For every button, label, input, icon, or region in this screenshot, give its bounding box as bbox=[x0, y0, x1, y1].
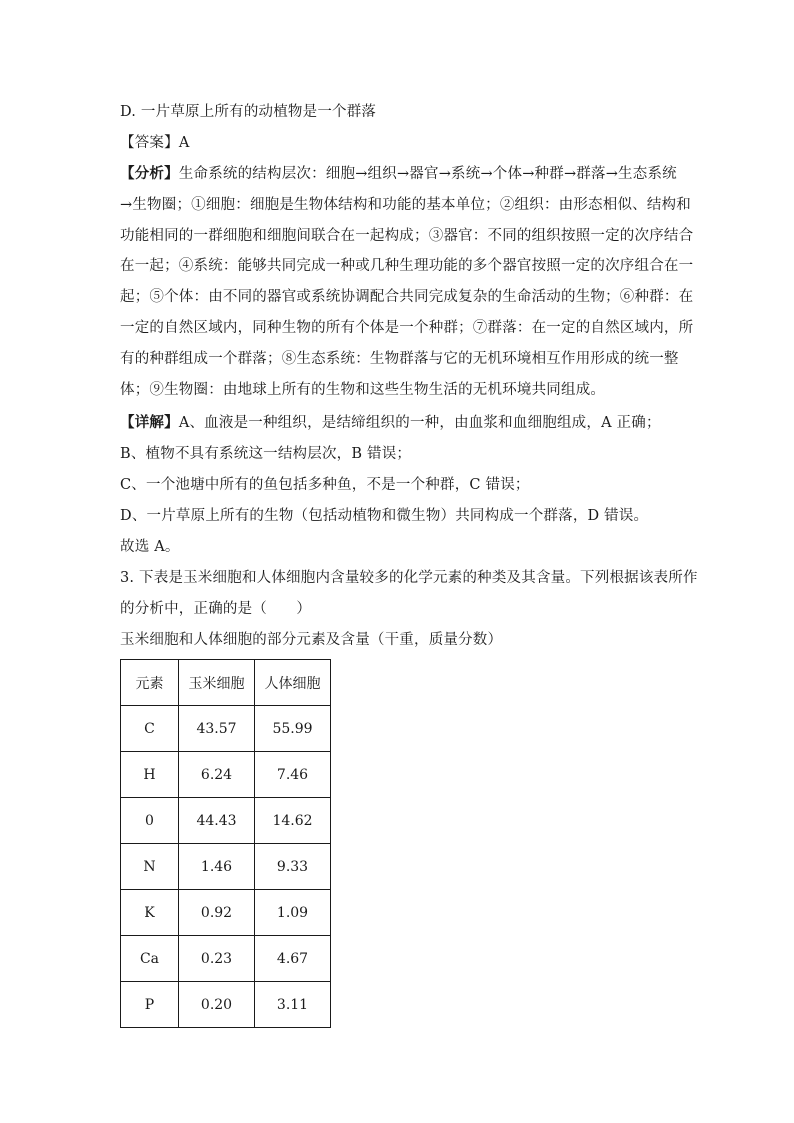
table-cell: 44.43 bbox=[179, 798, 255, 844]
table-cell: Ca bbox=[121, 936, 179, 982]
table-cell: 0.20 bbox=[179, 982, 255, 1028]
table-row bbox=[121, 844, 331, 890]
analysis-line-1 bbox=[120, 164, 680, 184]
table-cell: 0.23 bbox=[179, 936, 255, 982]
table-cell: 1.09 bbox=[255, 890, 331, 936]
table-cell: 55.99 bbox=[255, 706, 331, 752]
table-cell: 1.46 bbox=[179, 844, 255, 890]
header-cell: 玉米细胞 bbox=[179, 660, 255, 706]
conclusion-line: 故选 A。 bbox=[120, 539, 180, 555]
table-cell: K bbox=[121, 890, 179, 936]
header-cell: 元素 bbox=[121, 660, 179, 706]
analysis-line-2: →生物圈；①细胞：细胞是生物体结构和功能的基本单位；②组织：由形态相似、结构和 bbox=[120, 197, 691, 213]
analysis-line-6: 一定的自然区域内，同种生物的所有个体是一个种群；⑦群落：在一定的自然区域内，所 bbox=[120, 320, 694, 336]
table-caption: 玉米细胞和人体细胞的部分元素及含量（干重，质量分数） bbox=[120, 632, 503, 648]
table-cell: 43.57 bbox=[179, 706, 255, 752]
detail-text-a: A、血液是一种组织，是结缔组织的一种，由血浆和血细胞组成，A 正确； bbox=[178, 415, 661, 431]
table-cell: 9.33 bbox=[255, 844, 331, 890]
answer-line bbox=[120, 133, 680, 153]
table-row bbox=[121, 890, 331, 936]
table-cell: 0.92 bbox=[179, 890, 255, 936]
analysis-line-7: 有的种群组成一个群落；⑧生态系统：生物群落与它的无机环境相互作用形成的统一整 bbox=[120, 351, 679, 367]
question-3-line-2: 的分析中，正确的是（ ） bbox=[120, 601, 312, 617]
table-cell: C bbox=[121, 706, 179, 752]
table-cell: 4.67 bbox=[255, 936, 331, 982]
analysis-line-8: 体；⑨生物圈：由地球上所有的生物和这些生物生活的无机环境共同组成。 bbox=[120, 382, 606, 398]
table-row bbox=[121, 752, 331, 798]
analysis-line-4: 在一起；④系统：能够共同完成一种或几种生理功能的多个器官按照一定的次序组合在一 bbox=[120, 258, 694, 274]
answer-value: A bbox=[178, 135, 190, 151]
table-cell: 7.46 bbox=[255, 752, 331, 798]
question-3-line-1: 3. 下表是玉米细胞和人体细胞内含量较多的化学元素的种类及其含量。下列根据该表所作 bbox=[120, 570, 698, 586]
table-cell: P bbox=[121, 982, 179, 1028]
detail-line-c: C、一个池塘中所有的鱼包括多种鱼，不是一个种群，C 错误； bbox=[120, 477, 530, 493]
header-cell: 人体细胞 bbox=[255, 660, 331, 706]
table-cell: H bbox=[121, 752, 179, 798]
table-cell: 14.62 bbox=[255, 798, 331, 844]
table-cell: 6.24 bbox=[179, 752, 255, 798]
table-row bbox=[121, 798, 331, 844]
detail-label: 【详解】 bbox=[120, 414, 179, 431]
analysis-line-3: 功能相同的一群细胞和细胞间联合在一起构成；③器官：不同的组织按照一定的次序结合 bbox=[120, 228, 694, 244]
table-cell: N bbox=[121, 844, 179, 890]
analysis-label: 【分析】 bbox=[120, 165, 179, 182]
table-cell: 0 bbox=[121, 798, 179, 844]
table-row bbox=[121, 936, 331, 982]
answer-label: 【答案】 bbox=[120, 135, 179, 151]
detail-line-a bbox=[120, 413, 680, 433]
element-content-table bbox=[120, 659, 331, 1028]
option-d-line: D. 一片草原上所有的动植物是一个群落 bbox=[120, 104, 377, 120]
analysis-text-1: 生命系统的结构层次：细胞→组织→器官→系统→个体→种群→群落→生态系统 bbox=[178, 166, 677, 182]
table-header-row bbox=[121, 660, 331, 706]
table-cell: 3.11 bbox=[255, 982, 331, 1028]
table-row bbox=[121, 982, 331, 1028]
analysis-line-5: 起；⑤个体：由不同的器官或系统协调配合共同完成复杂的生命活动的生物；⑥种群：在 bbox=[120, 289, 694, 305]
detail-line-b: B、植物不具有系统这一结构层次，B 错误； bbox=[120, 446, 412, 462]
table-row bbox=[121, 706, 331, 752]
detail-line-d: D、一片草原上所有的生物（包括动植物和微生物）共同构成一个群落，D 错误。 bbox=[120, 508, 649, 524]
